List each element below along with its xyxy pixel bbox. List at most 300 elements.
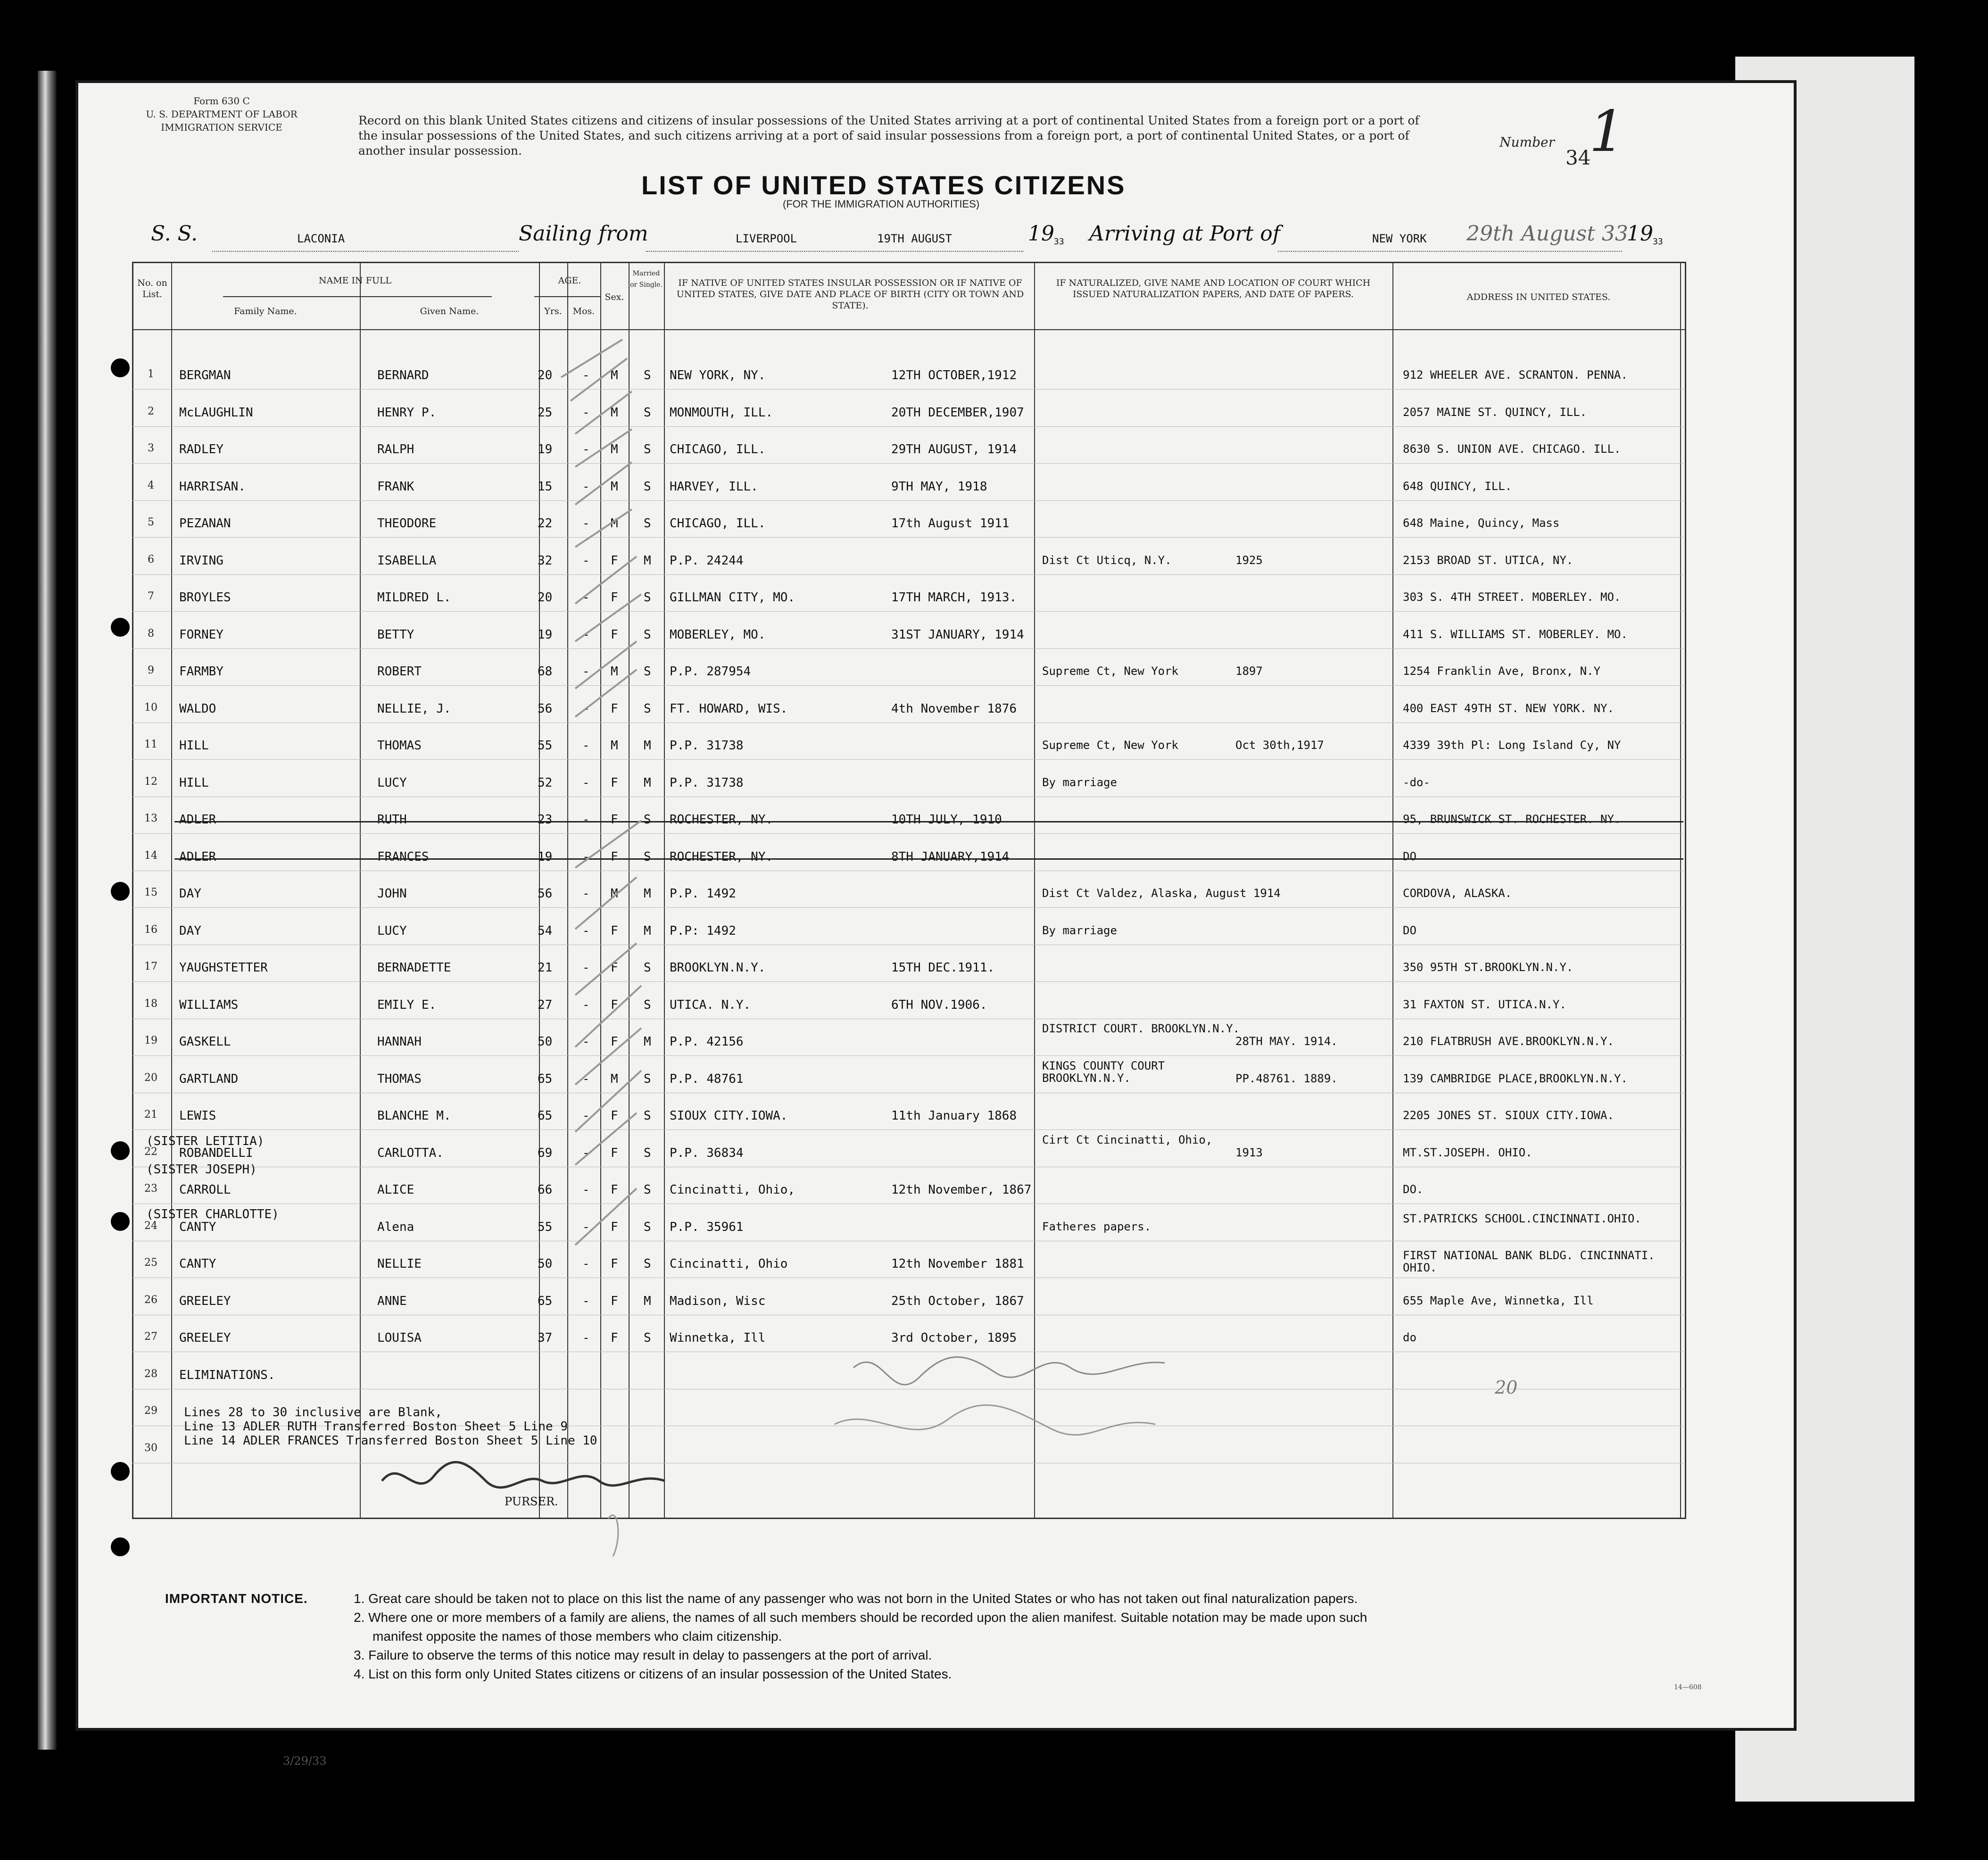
row-rule — [132, 685, 1683, 686]
arrival-year-suffix: 33 — [1653, 237, 1663, 247]
header-months: Mos. — [572, 306, 595, 316]
cell-place: CHICAGO, ILL. — [670, 516, 766, 531]
cell-place: MOBERLEY, MO. — [670, 627, 766, 642]
cell-family: ELIMINATIONS. — [179, 1368, 275, 1382]
cell-date: 4th November 1876 — [891, 701, 1017, 716]
row-rule — [132, 389, 1683, 390]
cell-court: Supreme Ct, New York — [1042, 664, 1178, 678]
cell-address: -do- — [1403, 775, 1430, 789]
cell-mos: - — [582, 923, 590, 938]
cell-mos: - — [582, 1257, 590, 1271]
cell-family: GASKELL — [179, 1035, 231, 1049]
header-years: Yrs. — [544, 306, 562, 316]
important-notice — [165, 1589, 1698, 1681]
cell-no: 11 — [144, 739, 157, 750]
cell-yrs: 20 — [538, 590, 553, 605]
cell-no: 14 — [144, 849, 157, 862]
cell-mos: - — [582, 1220, 590, 1234]
cell-address: 210 FLATBRUSH AVE.BROOKLYN.N.Y. — [1403, 1035, 1614, 1048]
cell-no: 12 — [144, 775, 157, 788]
cell-yrs: 69 — [538, 1146, 553, 1160]
punch-hole — [111, 1462, 130, 1481]
service-name: IMMIGRATION SERVICE — [161, 122, 282, 133]
punch-hole — [111, 1212, 130, 1231]
cell-yrs: 37 — [538, 1331, 553, 1345]
cell-court: Fatheres papers. — [1042, 1220, 1151, 1233]
cell-place: SIOUX CITY.IOWA. — [670, 1109, 788, 1123]
filing-date: 3/29/33 — [283, 1754, 327, 1768]
cell-family: DAY — [179, 887, 201, 901]
cell-family: HARRISAN. — [179, 479, 246, 494]
cell-yrs: 15 — [538, 479, 553, 494]
cell-sex: F — [611, 1109, 618, 1123]
department-name: U. S. DEPARTMENT OF LABOR — [146, 108, 298, 120]
cell-mos: - — [582, 1071, 590, 1086]
cell-no: 6 — [148, 553, 154, 565]
cell-no: 25 — [144, 1257, 157, 1269]
cell-given: THOMAS — [377, 1071, 422, 1086]
remark-line: Line 13 ADLER RUTH Transferred Boston Sheet 5 Line 9 — [184, 1420, 568, 1434]
header-sex: Sex. — [605, 292, 624, 302]
cell-place: P.P. 48761 — [670, 1071, 744, 1086]
cell-mos: - — [582, 961, 590, 975]
cell-address: 1254 Franklin Ave, Bronx, N.Y — [1403, 664, 1601, 678]
sister-note: (SISTER CHARLOTTE) — [146, 1207, 279, 1221]
cell-address: 912 WHEELER AVE. SCRANTON. PENNA. — [1403, 368, 1628, 382]
cell-court: Cirt Ct Cincinatti, Ohio, — [1042, 1133, 1213, 1146]
cell-no: 22 — [144, 1146, 157, 1158]
cell-no: 5 — [148, 516, 154, 528]
cell-court: Dist Ct Uticq, N.Y. — [1042, 553, 1172, 567]
cell-date: 12th November 1881 — [891, 1257, 1024, 1271]
cell-mos: - — [582, 701, 590, 716]
cell-given: Alena — [377, 1220, 414, 1234]
arrival-port: NEW YORK — [1372, 232, 1427, 245]
cell-date: 11th January 1868 — [891, 1109, 1017, 1123]
cell-ms: S — [644, 813, 651, 827]
cell-family: GREELEY — [179, 1294, 231, 1308]
cell-date: 12th November, 1867 — [891, 1183, 1032, 1197]
header-given-name: Given Name. — [420, 306, 479, 316]
cell-date: 6TH NOV.1906. — [891, 997, 987, 1012]
cell-no: 9 — [148, 664, 154, 676]
notice-item-1: 1. Great care should be taken not to place on this list the name of any passenger who was not born in the United States or who has not taken out final naturalization papers. — [354, 1591, 1358, 1606]
form-instructions: Record on this blank United States citizens and citizens of insular possessions of the United States arriving at a port of continental United States from a foreign port or a port of the insular possessions of the United States, and such citizens arriving at a port of said insular possessions from a foreign port, a port of continental United States, or a port of another insular possession. — [358, 114, 1419, 158]
cell-court-date: Oct 30th,1917 — [1235, 739, 1324, 752]
cell-family: DAY — [179, 923, 201, 938]
cell-no: 1 — [148, 368, 154, 380]
cell-mos: - — [582, 775, 590, 790]
cell-yrs: 50 — [538, 1257, 553, 1271]
cell-ms: S — [644, 442, 651, 457]
cell-court: By marriage — [1042, 923, 1117, 937]
cell-yrs: 65 — [538, 1109, 553, 1123]
cell-address: 4339 39th Pl: Long Island Cy, NY — [1403, 739, 1621, 752]
cell-given: RUTH — [377, 813, 407, 827]
binding-edge — [38, 71, 57, 1750]
cell-address: DO — [1403, 849, 1416, 863]
cell-yrs: 19 — [538, 627, 553, 642]
cell-place: ROCHESTER, NY. — [670, 813, 773, 827]
cell-address: MT.ST.JOSEPH. OHIO. — [1403, 1146, 1532, 1159]
cell-ms: S — [644, 405, 651, 420]
arriving-label: Arriving at Port of — [1089, 222, 1281, 246]
form-print-code: 14—608 — [1674, 1684, 1702, 1691]
cell-no: 13 — [144, 813, 157, 824]
strike-through-line — [174, 858, 1683, 860]
cell-place: ROCHESTER, NY. — [670, 849, 773, 864]
cell-date: 15TH DEC.1911. — [891, 961, 995, 975]
cell-given: RALPH — [377, 442, 414, 457]
cell-court: Dist Ct Valdez, Alaska, August 1914 — [1042, 887, 1281, 900]
cell-no: 4 — [148, 479, 154, 491]
cell-sex: F — [611, 1220, 618, 1234]
cell-no: 23 — [144, 1183, 157, 1195]
cell-sex: F — [611, 1294, 618, 1308]
notice-title: IMPORTANT NOTICE. — [165, 1591, 308, 1606]
cell-given: JOHN — [377, 887, 407, 901]
year-prefix: 19 — [1028, 222, 1054, 246]
cell-court: Supreme Ct, New York — [1042, 739, 1178, 752]
cell-given: EMILY E. — [377, 997, 437, 1012]
cell-address: 2205 JONES ST. SIOUX CITY.IOWA. — [1403, 1109, 1614, 1122]
cell-sex: M — [611, 368, 618, 382]
cell-family: CARROLL — [179, 1183, 231, 1197]
cell-given: HANNAH — [377, 1035, 422, 1049]
header-no: No. on List. — [137, 278, 167, 299]
cell-yrs: 56 — [538, 701, 553, 716]
cell-address: 411 S. WILLIAMS ST. MOBERLEY. MO. — [1403, 627, 1628, 641]
cell-yrs: 32 — [538, 553, 553, 568]
header-address: ADDRESS IN UNITED STATES. — [1466, 292, 1611, 302]
ss-label: S. S. — [151, 222, 198, 246]
row-rule — [132, 759, 1683, 760]
cell-ms: S — [644, 849, 651, 864]
cell-no: 15 — [144, 887, 157, 898]
number-label: Number — [1499, 134, 1555, 150]
cell-yrs: 19 — [538, 849, 553, 864]
cell-mos: - — [582, 849, 590, 864]
header-married-single: Married or Single. — [630, 270, 663, 289]
cell-mos: - — [582, 405, 590, 420]
cell-yrs: 55 — [538, 1220, 553, 1234]
cell-no: 28 — [144, 1368, 157, 1380]
cell-no: 29 — [144, 1405, 157, 1417]
header-native-birthplace: IF NATIVE OF UNITED STATES INSULAR POSSESSION OR IF NATIVE OF UNITED STATES, GIVE DATE AND PLACE OF BIRTH (CITY OR TOWN AND STATE). — [676, 278, 1024, 311]
cell-address: 303 S. 4TH STREET. MOBERLEY. MO. — [1403, 590, 1621, 604]
cell-place: BROOKLYN.N.Y. — [670, 961, 766, 975]
sister-note: (SISTER JOSEPH) — [146, 1162, 257, 1177]
cell-sex: M — [611, 405, 618, 420]
cell-yrs: 55 — [538, 739, 553, 753]
cell-court-date: 28TH MAY. 1914. — [1235, 1035, 1338, 1048]
cell-yrs: 27 — [538, 997, 553, 1012]
cell-address: do — [1403, 1331, 1416, 1344]
cell-ms: S — [644, 664, 651, 679]
cell-given: BERNARD — [377, 368, 429, 382]
cell-family: McLAUGHLIN — [179, 405, 253, 420]
cell-no: 2 — [148, 405, 154, 417]
cell-place: P.P. 287954 — [670, 664, 751, 679]
cell-no: 20 — [144, 1071, 157, 1084]
cell-mos: - — [582, 887, 590, 901]
cell-given: FRANK — [377, 479, 414, 494]
punch-hole — [111, 1141, 130, 1160]
header-age: AGE. — [558, 275, 581, 286]
cell-place: Madison, Wisc — [670, 1294, 766, 1308]
cell-no: 8 — [148, 627, 154, 639]
cell-mos: - — [582, 1146, 590, 1160]
cell-sex: F — [611, 923, 618, 938]
cell-address: 350 95TH ST.BROOKLYN.N.Y. — [1403, 961, 1574, 974]
cell-mos: - — [582, 516, 590, 531]
cell-no: 18 — [144, 997, 157, 1010]
row-rule — [132, 537, 1683, 538]
sailing-port: LIVERPOOL — [736, 232, 797, 245]
cell-given: THOMAS — [377, 739, 422, 753]
cell-address: DO — [1403, 923, 1416, 937]
cell-sex: F — [611, 775, 618, 790]
strike-through-line — [174, 821, 1683, 822]
row-rule — [132, 833, 1683, 834]
cell-family: IRVING — [179, 553, 224, 568]
cell-given: FRANCES — [377, 849, 429, 864]
cell-sex: M — [611, 739, 618, 753]
cell-family: FARMBY — [179, 664, 224, 679]
cell-place: NEW YORK, NY. — [670, 368, 766, 382]
stamp-count: 20 — [1495, 1377, 1518, 1398]
sister-note: (SISTER LETITIA) — [146, 1134, 265, 1148]
cell-sex: M — [611, 1071, 618, 1086]
cell-yrs: 68 — [538, 664, 553, 679]
cell-given: BERNADETTE — [377, 961, 451, 975]
row-rule — [132, 1129, 1683, 1130]
cell-ms: S — [644, 1257, 651, 1271]
cell-ms: S — [644, 627, 651, 642]
cell-given: LUCY — [377, 775, 407, 790]
cell-family: BERGMAN — [179, 368, 231, 382]
cell-no: 17 — [144, 961, 157, 972]
cell-address: 2153 BROAD ST. UTICA, NY. — [1403, 553, 1574, 567]
cell-ms: S — [644, 368, 651, 382]
cell-court: DISTRICT COURT. BROOKLYN.N.Y. — [1042, 1022, 1240, 1035]
cell-court-date: 1925 — [1235, 553, 1263, 567]
year-suffix: 33 — [1054, 237, 1064, 247]
cell-family: HILL — [179, 739, 209, 753]
sailing-date: 19TH AUGUST — [877, 232, 952, 245]
remark-line: Line 14 ADLER FRANCES Transferred Boston Sheet 5 Line 10 — [184, 1434, 597, 1448]
cell-date: 29TH AUGUST, 1914 — [891, 442, 1017, 457]
cell-family: WALDO — [179, 701, 216, 716]
cell-date: 12TH OCTOBER,1912 — [891, 368, 1017, 382]
punch-hole — [111, 882, 130, 901]
voyage-line — [151, 222, 1663, 250]
cell-given: BLANCHE M. — [377, 1109, 451, 1123]
cell-family: FORNEY — [179, 627, 224, 642]
row-rule — [132, 981, 1683, 982]
cell-date: 31ST JANUARY, 1914 — [891, 627, 1024, 642]
cell-ms: M — [644, 739, 651, 753]
cell-ms: M — [644, 1035, 651, 1049]
cell-given: HENRY P. — [377, 405, 437, 420]
remark-line: Lines 28 to 30 inclusive are Blank, — [184, 1405, 442, 1420]
cell-address: 648 QUINCY, ILL. — [1403, 479, 1512, 493]
cell-no: 21 — [144, 1109, 157, 1121]
row-rule — [132, 1055, 1683, 1056]
cell-date: 17TH MARCH, 1913. — [891, 590, 1017, 605]
row-rule — [132, 648, 1683, 649]
cell-mos: - — [582, 590, 590, 605]
cell-mos: - — [582, 739, 590, 753]
cell-ms: S — [644, 1146, 651, 1160]
cell-ms: M — [644, 775, 651, 790]
cell-mos: - — [582, 479, 590, 494]
cell-place: GILLMAN CITY, MO. — [670, 590, 795, 605]
cell-no: 26 — [144, 1294, 157, 1306]
cell-given: MILDRED L. — [377, 590, 451, 605]
form-identifier — [127, 94, 316, 134]
cell-yrs: 25 — [538, 405, 553, 420]
cell-family: ADLER — [179, 813, 216, 827]
cell-date: 9TH MAY, 1918 — [891, 479, 987, 494]
cell-mos: - — [582, 442, 590, 457]
cell-yrs: 20 — [538, 368, 553, 382]
cell-sex: M — [611, 887, 618, 901]
row-rule — [132, 500, 1683, 501]
cell-date: 25th October, 1867 — [891, 1294, 1024, 1308]
cell-family: RADLEY — [179, 442, 224, 457]
cell-family: HILL — [179, 775, 209, 790]
cell-place: Cincinatti, Ohio, — [670, 1183, 795, 1197]
row-rule — [132, 426, 1683, 427]
cell-ms: M — [644, 887, 651, 901]
cell-given: NELLIE, J. — [377, 701, 451, 716]
cell-address: 648 Maine, Quincy, Mass — [1403, 516, 1560, 530]
cell-sex: F — [611, 1331, 618, 1345]
cell-given: ANNE — [377, 1294, 407, 1308]
cell-date: 17th August 1911 — [891, 516, 1010, 531]
cell-ms: S — [644, 516, 651, 531]
cell-yrs: 52 — [538, 775, 553, 790]
cell-date: 3rd October, 1895 — [891, 1331, 1017, 1345]
row-rule — [132, 463, 1683, 464]
cell-ms: S — [644, 961, 651, 975]
cell-family: ROBANDELLI — [179, 1146, 253, 1160]
cell-family: CANTY — [179, 1220, 216, 1234]
cell-given: ISABELLA — [377, 553, 437, 568]
cell-court-date: 1897 — [1235, 664, 1263, 678]
cell-yrs: 65 — [538, 1071, 553, 1086]
cell-mos: - — [582, 1035, 590, 1049]
cell-no: 30 — [144, 1442, 157, 1454]
cell-mos: - — [582, 813, 590, 827]
cell-place: P.P. 1492 — [670, 887, 736, 901]
cell-ms: S — [644, 479, 651, 494]
cell-sex: F — [611, 701, 618, 716]
cell-address: FIRST NATIONAL BANK BLDG. CINCINNATI. OHIO. — [1403, 1249, 1655, 1274]
cell-ms: M — [644, 1294, 651, 1308]
row-rule — [132, 722, 1683, 723]
cell-ms: S — [644, 590, 651, 605]
cell-address: CORDOVA, ALASKA. — [1403, 887, 1512, 900]
cell-no: 19 — [144, 1035, 157, 1046]
cell-sex: F — [611, 849, 618, 864]
cell-address: 8630 S. UNION AVE. CHICAGO. ILL. — [1403, 442, 1621, 456]
cell-no: 16 — [144, 923, 157, 936]
cell-date: 10TH JULY, 1910 — [891, 813, 1002, 827]
cell-sex: F — [611, 627, 618, 642]
cell-place: P.P: 1492 — [670, 923, 736, 938]
cell-ms: S — [644, 997, 651, 1012]
cell-family: ADLER — [179, 849, 216, 864]
cell-sex: F — [611, 1257, 618, 1271]
cell-place: HARVEY, ILL. — [670, 479, 758, 494]
header-name-in-full: NAME IN FULL — [318, 275, 392, 286]
cell-ms: S — [644, 1220, 651, 1234]
cell-address: 655 Maple Ave, Winnetka, Ill — [1403, 1294, 1594, 1307]
cell-yrs: 65 — [538, 1294, 553, 1308]
cell-place: P.P. 31738 — [670, 775, 744, 790]
header-family-name: Family Name. — [234, 306, 297, 316]
cell-place: Winnetka, Ill — [670, 1331, 766, 1345]
cell-given: BETTY — [377, 627, 414, 642]
cell-given: THEODORE — [377, 516, 437, 531]
arrival-date: 29th August 33 — [1466, 222, 1628, 246]
cell-yrs: 19 — [538, 442, 553, 457]
cell-place: P.P. 42156 — [670, 1035, 744, 1049]
notice-item-2-cont: manifest opposite the names of those members who claim citizenship. — [373, 1629, 782, 1644]
cell-place: P.P. 36834 — [670, 1146, 744, 1160]
cell-family: GARTLAND — [179, 1071, 239, 1086]
cell-address: 400 EAST 49TH ST. NEW YORK. NY. — [1403, 701, 1614, 715]
row-rule — [132, 611, 1683, 612]
cell-sex: F — [611, 553, 618, 568]
punch-hole — [111, 358, 130, 377]
cell-no: 3 — [148, 442, 154, 454]
row-rule — [132, 574, 1683, 575]
cell-sex: M — [611, 442, 618, 457]
list-number: 34 — [1566, 146, 1591, 169]
page-title: LIST OF UNITED STATES CITIZENS — [641, 170, 1126, 200]
cell-given: ALICE — [377, 1183, 414, 1197]
cell-date: 8TH JANUARY,1914 — [891, 849, 1010, 864]
notice-item-4: 4. List on this form only United States citizens or citizens of an insular possession of the United States. — [354, 1667, 952, 1681]
cell-mos: - — [582, 553, 590, 568]
cell-place: FT. HOWARD, WIS. — [670, 701, 788, 716]
cell-court-date: PP.48761. 1889. — [1235, 1071, 1338, 1085]
page-subtitle: (FOR THE IMMIGRATION AUTHORITIES) — [783, 198, 980, 210]
row-rule — [132, 907, 1683, 908]
cell-given: LUCY — [377, 923, 407, 938]
cell-sex: M — [611, 479, 618, 494]
punch-hole — [111, 1537, 130, 1556]
cell-place: P.P. 35961 — [670, 1220, 744, 1234]
cell-place: UTICA. N.Y. — [670, 997, 751, 1012]
cell-sex: F — [611, 1146, 618, 1160]
cell-ms: S — [644, 1109, 651, 1123]
inspector-signature — [825, 1339, 1320, 1462]
cell-sex: F — [611, 1183, 618, 1197]
cell-sex: M — [611, 516, 618, 531]
cell-yrs: 23 — [538, 813, 553, 827]
purser-signature — [373, 1453, 750, 1566]
cell-ms: M — [644, 923, 651, 938]
cell-address: 31 FAXTON ST. UTICA.N.Y. — [1403, 997, 1566, 1011]
cell-mos: - — [582, 1109, 590, 1123]
cell-no: 7 — [148, 590, 154, 602]
cell-no: 24 — [144, 1220, 157, 1232]
cell-sex: F — [611, 1035, 618, 1049]
